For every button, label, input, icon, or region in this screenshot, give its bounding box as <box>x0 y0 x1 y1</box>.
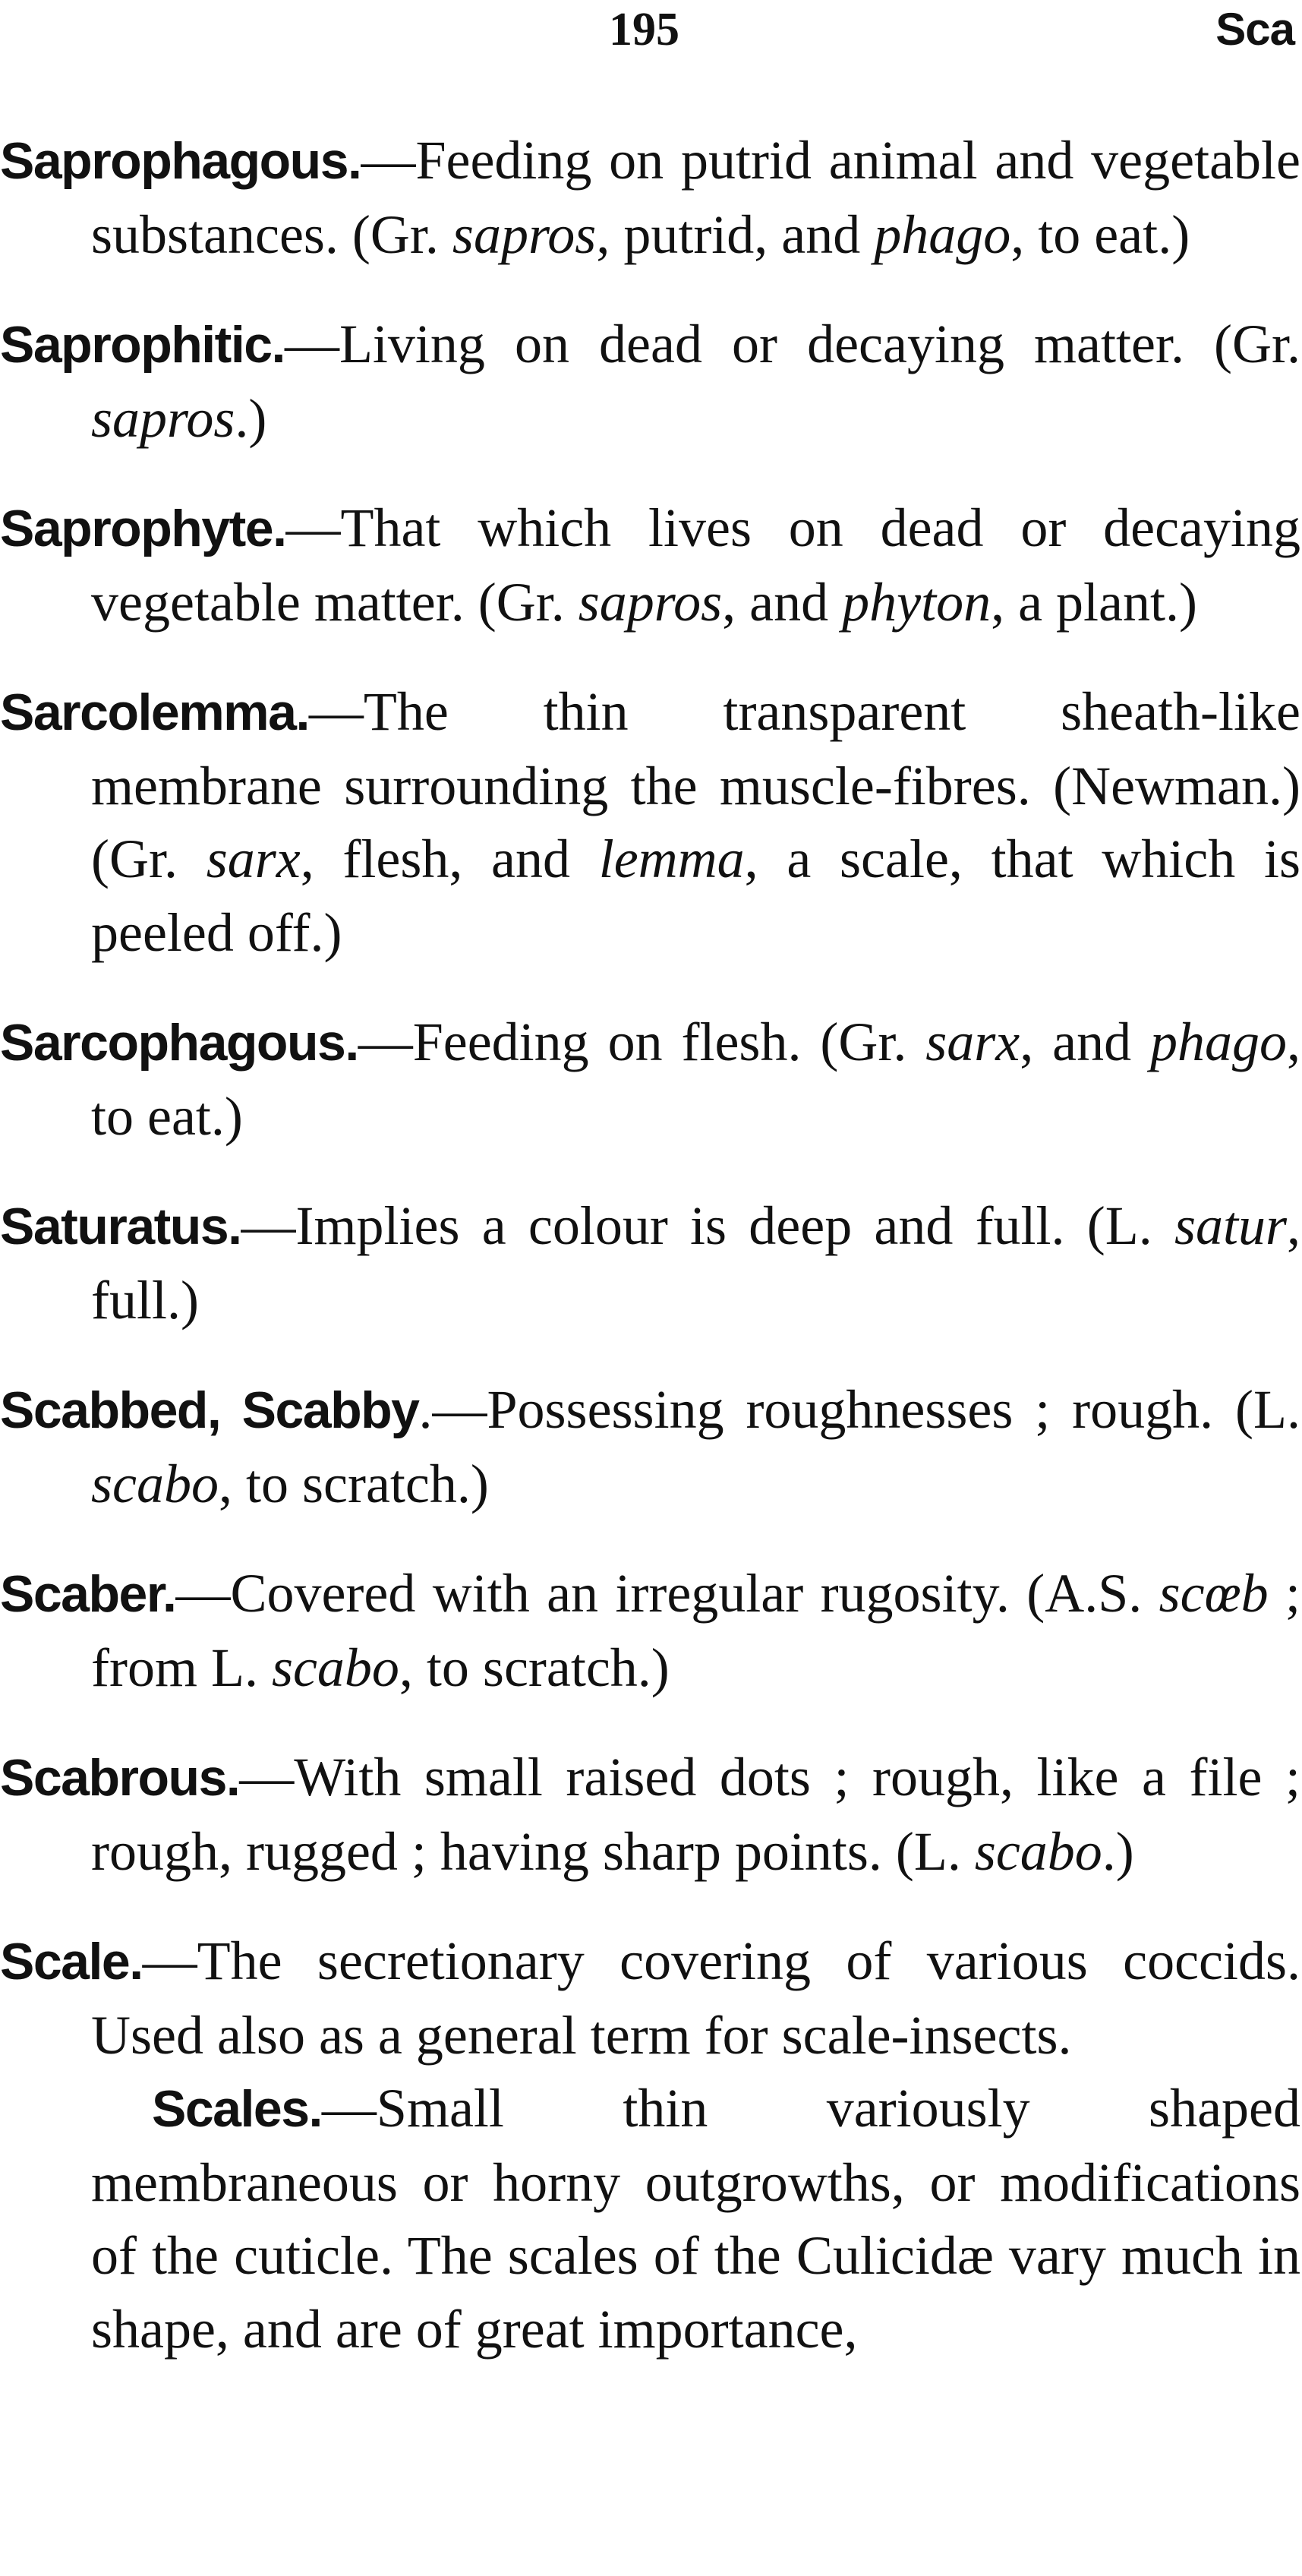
entry-definition: , to scratch.) <box>399 1637 670 1698</box>
entry-definition: , putrid, and <box>596 204 875 265</box>
entry-etymon: sapros <box>452 204 597 265</box>
entry-term: Saprophitic. <box>0 316 285 374</box>
running-head: Sca <box>1215 4 1294 55</box>
entry-definition: —Living on dead or decaying matter. (Gr. <box>284 314 1300 374</box>
entry-term: Scaber. <box>0 1565 176 1623</box>
entry-etymon: scabo <box>91 1453 219 1514</box>
entry-etymon: phago <box>874 204 1011 265</box>
entry-etymon: scabo <box>974 1820 1102 1882</box>
glossary-entry-sarcophagous <box>0 1005 1300 1153</box>
entry-definition: —Feeding on flesh. (Gr. <box>358 1012 926 1072</box>
entry-definition: —Feeding on putrid animal and vegetable substances. (Gr. <box>91 130 1300 265</box>
entry-definition: , and <box>722 571 843 633</box>
glossary-entry-saprophagous <box>0 124 1300 271</box>
entry-definition: —Possessing roughnesses ; rough. (L. <box>432 1379 1301 1440</box>
entry-etymon: sarx <box>206 829 301 889</box>
subentry-definition: —Small thin variously shaped membraneous or horny outgrowths, or modifications of the cuticle. The scales of the Culicidæ vary much in shape, and are of great importance, <box>91 2078 1300 2360</box>
glossary-entry-scaber <box>0 1557 1300 1704</box>
entry-definition: , full.) <box>91 1195 1300 1331</box>
entry-etymon: sarx <box>925 1012 1020 1072</box>
entry-etymon: phago <box>1149 1012 1287 1072</box>
page-number: 195 <box>609 4 679 55</box>
entry-etymon: scœb <box>1159 1563 1269 1624</box>
entry-etymon: lemma <box>598 829 745 889</box>
entry-definition: .) <box>235 387 267 449</box>
entry-term: Scale. <box>0 1933 143 1990</box>
entry-definition: —The secretionary covering of various coccids. Used also as a general term for scale-insects. <box>91 1930 1300 2066</box>
entry-definition: , to eat.) <box>91 1012 1300 1147</box>
entry-etymon: sapros <box>91 387 235 449</box>
entry-definition: —With small raised dots ; rough, like a file ; rough, rugged ; having sharp points. (L. <box>91 1747 1300 1882</box>
entry-definition: —That which lives on dead or decaying vegetable matter. (Gr. <box>91 497 1300 633</box>
entry-definition: , flesh, and <box>300 829 599 889</box>
entry-etymon: scabo <box>271 1637 399 1698</box>
entry-definition: ; from L. <box>91 1563 1300 1698</box>
page-header <box>0 0 1302 61</box>
entry-term-punctuation: . <box>418 1379 433 1440</box>
entry-term: Saprophagous. <box>0 132 361 190</box>
glossary-entry-scale <box>0 1924 1300 2366</box>
glossary-entry-sarcolemma <box>0 675 1300 969</box>
entry-term: Saprophyte. <box>0 500 286 557</box>
entry-etymon: satur <box>1174 1195 1287 1256</box>
entry-term: Saturatus. <box>0 1198 241 1255</box>
entry-etymon: sapros <box>578 571 723 633</box>
glossary-entry-saturatus <box>0 1189 1300 1337</box>
glossary-entry-saprophitic <box>0 308 1300 455</box>
entry-term: Sarcolemma. <box>0 683 309 741</box>
subentry-term: Scales. <box>152 2080 322 2138</box>
glossary-entry-saprophyte <box>0 491 1300 639</box>
entry-term: Sarcophagous. <box>0 1014 358 1072</box>
entry-definition: , a scale, that which is peeled off.) <box>91 829 1300 963</box>
entry-definition: , a plant.) <box>991 571 1197 633</box>
entry-definition: —Implies a colour is deep and full. (L. <box>241 1195 1174 1256</box>
entry-definition: —The thin transparent sheath-like membrane surrounding the muscle-fibres. (Newman.) (Gr. <box>91 681 1300 889</box>
entry-definition: , and <box>1020 1012 1150 1072</box>
entry-term: Scabrous. <box>0 1749 240 1807</box>
glossary-entries <box>0 124 1300 2366</box>
entry-definition: .) <box>1102 1820 1134 1882</box>
glossary-entry-scabrous <box>0 1741 1300 1888</box>
entry-definition: , to scratch.) <box>218 1453 489 1514</box>
entry-etymon: phyton <box>842 571 991 633</box>
glossary-subentry-scales <box>91 2072 1300 2366</box>
entry-definition: —Covered with an irregular rugosity. (A.S. <box>175 1563 1159 1624</box>
entry-term: Scabbed, Scabby <box>0 1381 419 1439</box>
glossary-entry-scabbed <box>0 1373 1300 1520</box>
entry-definition: , to eat.) <box>1010 204 1190 265</box>
